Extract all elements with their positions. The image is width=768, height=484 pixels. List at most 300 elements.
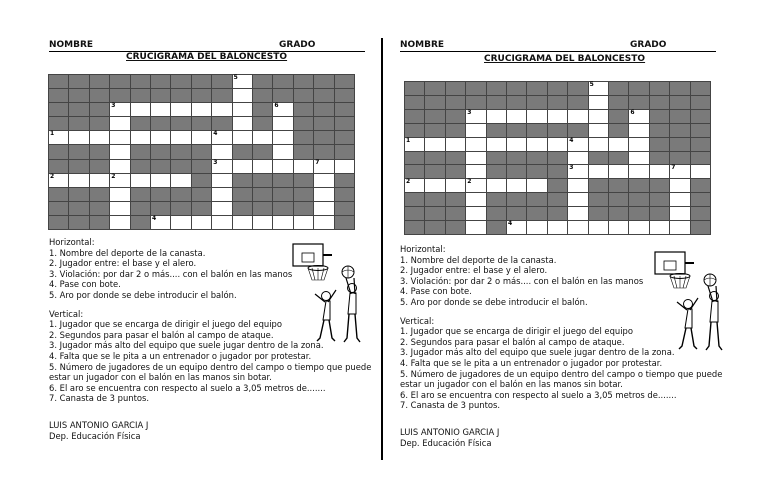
crossword-blocked-cell bbox=[294, 188, 313, 201]
crossword-cell[interactable] bbox=[527, 179, 546, 192]
crossword-cell[interactable] bbox=[233, 131, 252, 144]
crossword-cell[interactable] bbox=[446, 179, 465, 192]
crossword-blocked-cell bbox=[425, 165, 444, 178]
crossword-blocked-cell bbox=[405, 165, 424, 178]
crossword-cell[interactable] bbox=[212, 160, 231, 173]
crossword-cell[interactable] bbox=[233, 117, 252, 130]
vertical-clue: 3. Jugador más alto del equipo que suele jugar dentro de la zona. bbox=[49, 340, 324, 351]
crossword-cell[interactable] bbox=[110, 103, 129, 116]
crossword-blocked-cell bbox=[233, 188, 252, 201]
crossword-blocked-cell bbox=[650, 207, 669, 220]
clue-number: 2 bbox=[111, 172, 116, 180]
crossword-cell[interactable] bbox=[314, 188, 333, 201]
clue-number: 3 bbox=[213, 158, 218, 166]
crossword-blocked-cell bbox=[691, 193, 710, 206]
crossword-blocked-cell bbox=[609, 207, 628, 220]
crossword-cell[interactable] bbox=[589, 82, 608, 95]
crossword-grid bbox=[48, 74, 355, 230]
crossword-cell[interactable] bbox=[568, 221, 587, 234]
vertical-clue: 5. Número de jugadores de un equipo dentro del campo o tiempo que puede estar un jugador con el balón en las manos sin botar. bbox=[49, 361, 372, 383]
crossword-cell[interactable] bbox=[466, 207, 485, 220]
crossword-cell[interactable] bbox=[466, 221, 485, 234]
crossword-cell[interactable] bbox=[110, 202, 129, 215]
crossword-cell[interactable] bbox=[171, 131, 190, 144]
crossword-blocked-cell bbox=[487, 152, 506, 165]
crossword-blocked-cell bbox=[69, 75, 88, 88]
crossword-blocked-cell bbox=[487, 124, 506, 137]
crossword-blocked-cell bbox=[670, 110, 689, 123]
clue-number: 1 bbox=[406, 136, 411, 144]
crossword-cell[interactable] bbox=[487, 110, 506, 123]
crossword-blocked-cell bbox=[691, 152, 710, 165]
crossword-blocked-cell bbox=[49, 202, 68, 215]
author-name: LUIS ANTONIO GARCIA J bbox=[400, 427, 500, 437]
crossword-cell[interactable] bbox=[171, 216, 190, 229]
crossword-cell[interactable] bbox=[335, 160, 354, 173]
crossword-blocked-cell bbox=[151, 89, 170, 102]
crossword-cell[interactable] bbox=[131, 103, 150, 116]
crossword-cell[interactable] bbox=[527, 221, 546, 234]
crossword-cell[interactable] bbox=[131, 131, 150, 144]
crossword-blocked-cell bbox=[527, 96, 546, 109]
vertical-heading: Vertical: bbox=[49, 308, 84, 319]
crossword-blocked-cell bbox=[507, 193, 526, 206]
crossword-cell[interactable] bbox=[192, 216, 211, 229]
crossword-cell[interactable] bbox=[110, 188, 129, 201]
crossword-cell[interactable] bbox=[110, 131, 129, 144]
crossword-blocked-cell bbox=[691, 221, 710, 234]
crossword-blocked-cell bbox=[110, 75, 129, 88]
crossword-blocked-cell bbox=[527, 82, 546, 95]
crossword-blocked-cell bbox=[294, 75, 313, 88]
crossword-blocked-cell bbox=[568, 82, 587, 95]
crossword-blocked-cell bbox=[527, 207, 546, 220]
crossword-cell[interactable] bbox=[527, 110, 546, 123]
crossword-blocked-cell bbox=[446, 165, 465, 178]
crossword-blocked-cell bbox=[69, 89, 88, 102]
crossword-cell[interactable] bbox=[171, 174, 190, 187]
crossword-cell[interactable] bbox=[589, 221, 608, 234]
grade-label: GRADO bbox=[279, 40, 316, 50]
crossword-blocked-cell bbox=[294, 103, 313, 116]
crossword-cell[interactable] bbox=[212, 145, 231, 158]
crossword-cell[interactable] bbox=[405, 179, 424, 192]
crossword-blocked-cell bbox=[507, 152, 526, 165]
crossword-cell[interactable] bbox=[90, 174, 109, 187]
crossword-cell[interactable] bbox=[49, 174, 68, 187]
horizontal-clue: 5. Aro por donde se debe introducir el balón. bbox=[49, 289, 237, 300]
crossword-cell[interactable] bbox=[253, 160, 272, 173]
crossword-blocked-cell bbox=[335, 131, 354, 144]
vertical-clue: 6. El aro se encuentra con respecto al suelo a 3,05 metros de....... bbox=[400, 389, 677, 400]
crossword-cell[interactable] bbox=[446, 138, 465, 151]
crossword-blocked-cell bbox=[253, 145, 272, 158]
crossword-blocked-cell bbox=[294, 202, 313, 215]
crossword-blocked-cell bbox=[650, 193, 669, 206]
crossword-cell[interactable] bbox=[314, 216, 333, 229]
crossword-cell[interactable] bbox=[273, 160, 292, 173]
crossword-cell[interactable] bbox=[466, 152, 485, 165]
crossword-blocked-cell bbox=[650, 96, 669, 109]
crossword-blocked-cell bbox=[273, 75, 292, 88]
crossword-blocked-cell bbox=[629, 82, 648, 95]
crossword-blocked-cell bbox=[487, 165, 506, 178]
crossword-cell[interactable] bbox=[212, 202, 231, 215]
crossword-blocked-cell bbox=[253, 89, 272, 102]
crossword-blocked-cell bbox=[548, 82, 567, 95]
crossword-cell[interactable] bbox=[253, 131, 272, 144]
crossword-blocked-cell bbox=[294, 174, 313, 187]
crossword-cell[interactable] bbox=[192, 131, 211, 144]
crossword-blocked-cell bbox=[548, 207, 567, 220]
crossword-cell[interactable] bbox=[171, 103, 190, 116]
crossword-cell[interactable] bbox=[294, 160, 313, 173]
crossword-blocked-cell bbox=[548, 165, 567, 178]
vertical-clue: 7. Canasta de 3 puntos. bbox=[49, 393, 150, 404]
crossword-cell[interactable] bbox=[487, 138, 506, 151]
crossword-cell[interactable] bbox=[670, 165, 689, 178]
crossword-cell[interactable] bbox=[670, 193, 689, 206]
crossword-cell[interactable] bbox=[527, 138, 546, 151]
crossword-blocked-cell bbox=[253, 174, 272, 187]
crossword-cell[interactable] bbox=[294, 216, 313, 229]
crossword-cell[interactable] bbox=[233, 103, 252, 116]
crossword-blocked-cell bbox=[192, 89, 211, 102]
crossword-cell[interactable] bbox=[568, 165, 587, 178]
crossword-blocked-cell bbox=[69, 202, 88, 215]
crossword-cell[interactable] bbox=[466, 110, 485, 123]
crossword-cell[interactable] bbox=[131, 174, 150, 187]
crossword-cell[interactable] bbox=[69, 174, 88, 187]
crossword-cell[interactable] bbox=[507, 221, 526, 234]
crossword-blocked-cell bbox=[691, 179, 710, 192]
crossword-blocked-cell bbox=[192, 145, 211, 158]
crossword-blocked-cell bbox=[90, 160, 109, 173]
crossword-blocked-cell bbox=[253, 188, 272, 201]
crossword-blocked-cell bbox=[294, 145, 313, 158]
crossword-blocked-cell bbox=[691, 124, 710, 137]
crossword-cell[interactable] bbox=[568, 193, 587, 206]
crossword-cell[interactable] bbox=[151, 131, 170, 144]
crossword-blocked-cell bbox=[131, 117, 150, 130]
clue-number: 2 bbox=[467, 178, 472, 186]
crossword-cell[interactable] bbox=[589, 165, 608, 178]
name-grade-line bbox=[400, 40, 716, 52]
crossword-cell[interactable] bbox=[507, 179, 526, 192]
crossword-cell[interactable] bbox=[110, 160, 129, 173]
crossword-blocked-cell bbox=[446, 124, 465, 137]
horizontal-clue: 1. Nombre del deporte de la canasta. bbox=[400, 254, 557, 265]
name-label: NOMBRE bbox=[49, 40, 94, 50]
crossword-blocked-cell bbox=[568, 124, 587, 137]
crossword-blocked-cell bbox=[49, 103, 68, 116]
crossword-blocked-cell bbox=[650, 124, 669, 137]
crossword-blocked-cell bbox=[171, 89, 190, 102]
crossword-cell[interactable] bbox=[568, 207, 587, 220]
crossword-blocked-cell bbox=[49, 160, 68, 173]
crossword-blocked-cell bbox=[294, 131, 313, 144]
crossword-blocked-cell bbox=[253, 202, 272, 215]
crossword-cell[interactable] bbox=[568, 152, 587, 165]
crossword-cell[interactable] bbox=[212, 131, 231, 144]
crossword-blocked-cell bbox=[405, 207, 424, 220]
crossword-blocked-cell bbox=[609, 110, 628, 123]
crossword-cell[interactable] bbox=[233, 89, 252, 102]
worksheet-title: CRUCIGRAMA DEL BALONCESTO bbox=[126, 52, 288, 62]
horizontal-clue: 3. Violación: por dar 2 o más.... con el balón en las manos bbox=[49, 268, 293, 279]
crossword-blocked-cell bbox=[589, 207, 608, 220]
crossword-cell[interactable] bbox=[233, 75, 252, 88]
crossword-cell[interactable] bbox=[425, 138, 444, 151]
crossword-blocked-cell bbox=[507, 96, 526, 109]
crossword-blocked-cell bbox=[629, 193, 648, 206]
crossword-blocked-cell bbox=[131, 145, 150, 158]
crossword-cell[interactable] bbox=[670, 207, 689, 220]
crossword-blocked-cell bbox=[589, 152, 608, 165]
crossword-blocked-cell bbox=[49, 216, 68, 229]
crossword-blocked-cell bbox=[49, 89, 68, 102]
crossword-blocked-cell bbox=[335, 202, 354, 215]
crossword-blocked-cell bbox=[405, 152, 424, 165]
crossword-blocked-cell bbox=[691, 96, 710, 109]
crossword-cell[interactable] bbox=[151, 103, 170, 116]
worksheet-right bbox=[384, 0, 768, 484]
crossword-cell[interactable] bbox=[110, 145, 129, 158]
crossword-blocked-cell bbox=[629, 179, 648, 192]
crossword-blocked-cell bbox=[466, 82, 485, 95]
crossword-cell[interactable] bbox=[273, 103, 292, 116]
crossword-cell[interactable] bbox=[548, 138, 567, 151]
crossword-blocked-cell bbox=[527, 165, 546, 178]
crossword-blocked-cell bbox=[670, 96, 689, 109]
crossword-cell[interactable] bbox=[314, 160, 333, 173]
crossword-cell[interactable] bbox=[466, 193, 485, 206]
vertical-clue: 1. Jugador que se encarga de dirigir el juego del equipo bbox=[49, 319, 282, 330]
crossword-blocked-cell bbox=[253, 117, 272, 130]
crossword-blocked-cell bbox=[192, 160, 211, 173]
crossword-blocked-cell bbox=[69, 103, 88, 116]
crossword-blocked-cell bbox=[335, 117, 354, 130]
crossword-blocked-cell bbox=[650, 82, 669, 95]
crossword-cell[interactable] bbox=[548, 110, 567, 123]
crossword-cell[interactable] bbox=[609, 165, 628, 178]
crossword-cell[interactable] bbox=[212, 174, 231, 187]
crossword-cell[interactable] bbox=[589, 138, 608, 151]
crossword-cell[interactable] bbox=[151, 174, 170, 187]
crossword-blocked-cell bbox=[90, 89, 109, 102]
clue-number: 3 bbox=[467, 108, 472, 116]
crossword-blocked-cell bbox=[131, 202, 150, 215]
crossword-blocked-cell bbox=[670, 124, 689, 137]
crossword-blocked-cell bbox=[233, 174, 252, 187]
crossword-cell[interactable] bbox=[69, 131, 88, 144]
crossword-blocked-cell bbox=[609, 82, 628, 95]
crossword-cell[interactable] bbox=[691, 165, 710, 178]
author-block bbox=[49, 420, 148, 441]
crossword-cell[interactable] bbox=[273, 145, 292, 158]
crossword-cell[interactable] bbox=[548, 221, 567, 234]
crossword-blocked-cell bbox=[609, 96, 628, 109]
crossword-cell[interactable] bbox=[466, 165, 485, 178]
crossword-cell[interactable] bbox=[670, 221, 689, 234]
crossword-cell[interactable] bbox=[629, 110, 648, 123]
crossword-cell[interactable] bbox=[314, 174, 333, 187]
crossword-cell[interactable] bbox=[507, 138, 526, 151]
crossword-cell[interactable] bbox=[192, 103, 211, 116]
crossword-cell[interactable] bbox=[629, 138, 648, 151]
crossword-blocked-cell bbox=[507, 207, 526, 220]
crossword-blocked-cell bbox=[335, 89, 354, 102]
crossword-blocked-cell bbox=[425, 152, 444, 165]
crossword-blocked-cell bbox=[487, 96, 506, 109]
crossword-cell[interactable] bbox=[110, 174, 129, 187]
crossword-cell[interactable] bbox=[466, 179, 485, 192]
horizontal-clue: 5. Aro por donde se debe introducir el balón. bbox=[400, 296, 588, 307]
crossword-blocked-cell bbox=[90, 188, 109, 201]
crossword-blocked-cell bbox=[110, 89, 129, 102]
crossword-cell[interactable] bbox=[273, 117, 292, 130]
crossword-cell[interactable] bbox=[670, 179, 689, 192]
crossword-cell[interactable] bbox=[650, 221, 669, 234]
crossword-blocked-cell bbox=[609, 179, 628, 192]
crossword-cell[interactable] bbox=[405, 138, 424, 151]
crossword-blocked-cell bbox=[253, 75, 272, 88]
crossword-blocked-cell bbox=[446, 96, 465, 109]
crossword-cell[interactable] bbox=[609, 221, 628, 234]
horizontal-heading: Horizontal: bbox=[49, 237, 95, 247]
crossword-blocked-cell bbox=[212, 75, 231, 88]
crossword-cell[interactable] bbox=[568, 110, 587, 123]
crossword-blocked-cell bbox=[212, 89, 231, 102]
horizontal-heading: Horizontal: bbox=[400, 244, 446, 254]
crossword-blocked-cell bbox=[670, 152, 689, 165]
crossword-cell[interactable] bbox=[233, 216, 252, 229]
crossword-blocked-cell bbox=[405, 96, 424, 109]
crossword-cell[interactable] bbox=[629, 221, 648, 234]
crossword-cell[interactable] bbox=[568, 179, 587, 192]
crossword-blocked-cell bbox=[548, 152, 567, 165]
crossword-cell[interactable] bbox=[629, 152, 648, 165]
crossword-cell[interactable] bbox=[650, 165, 669, 178]
crossword-blocked-cell bbox=[192, 75, 211, 88]
crossword-cell[interactable] bbox=[589, 96, 608, 109]
vertical-clue: 1. Jugador que se encarga de dirigir el juego del equipo bbox=[400, 326, 633, 337]
crossword-cell[interactable] bbox=[212, 103, 231, 116]
crossword-cell[interactable] bbox=[507, 110, 526, 123]
author-department: Dep. Educación Física bbox=[400, 437, 492, 448]
vertical-clue: 7. Canasta de 3 puntos. bbox=[400, 400, 501, 411]
crossword-cell[interactable] bbox=[314, 202, 333, 215]
clue-number: 6 bbox=[630, 108, 635, 116]
crossword-blocked-cell bbox=[151, 145, 170, 158]
crossword-blocked-cell bbox=[90, 75, 109, 88]
crossword-blocked-cell bbox=[273, 174, 292, 187]
clues-block bbox=[49, 237, 389, 404]
crossword-blocked-cell bbox=[212, 117, 231, 130]
crossword-blocked-cell bbox=[314, 117, 333, 130]
crossword-blocked-cell bbox=[171, 145, 190, 158]
crossword-cell[interactable] bbox=[49, 131, 68, 144]
crossword-blocked-cell bbox=[527, 124, 546, 137]
crossword-cell[interactable] bbox=[589, 124, 608, 137]
crossword-blocked-cell bbox=[49, 75, 68, 88]
crossword-cell[interactable] bbox=[212, 216, 231, 229]
crossword-cell[interactable] bbox=[273, 216, 292, 229]
crossword-blocked-cell bbox=[314, 131, 333, 144]
crossword-cell[interactable] bbox=[151, 216, 170, 229]
crossword-blocked-cell bbox=[171, 160, 190, 173]
crossword-cell[interactable] bbox=[487, 179, 506, 192]
crossword-blocked-cell bbox=[335, 145, 354, 158]
crossword-blocked-cell bbox=[650, 138, 669, 151]
crossword-blocked-cell bbox=[90, 202, 109, 215]
crossword-blocked-cell bbox=[131, 75, 150, 88]
crossword-blocked-cell bbox=[466, 96, 485, 109]
crossword-cell[interactable] bbox=[273, 131, 292, 144]
crossword-blocked-cell bbox=[192, 188, 211, 201]
crossword-blocked-cell bbox=[487, 207, 506, 220]
crossword-blocked-cell bbox=[335, 174, 354, 187]
crossword-blocked-cell bbox=[487, 221, 506, 234]
crossword-cell[interactable] bbox=[629, 124, 648, 137]
vertical-clue: 2. Segundos para pasar el balón al campo de ataque. bbox=[49, 329, 274, 340]
crossword-blocked-cell bbox=[405, 124, 424, 137]
crossword-blocked-cell bbox=[192, 202, 211, 215]
crossword-cell[interactable] bbox=[233, 160, 252, 173]
crossword-cell[interactable] bbox=[110, 117, 129, 130]
crossword-cell[interactable] bbox=[90, 131, 109, 144]
vertical-heading: Vertical: bbox=[400, 315, 435, 326]
crossword-blocked-cell bbox=[314, 145, 333, 158]
crossword-blocked-cell bbox=[405, 110, 424, 123]
horizontal-clue: 3. Violación: por dar 2 o más.... con el balón en las manos bbox=[400, 275, 644, 286]
crossword-blocked-cell bbox=[69, 145, 88, 158]
crossword-blocked-cell bbox=[335, 75, 354, 88]
crossword-cell[interactable] bbox=[589, 110, 608, 123]
crossword-cell[interactable] bbox=[425, 179, 444, 192]
crossword-cell[interactable] bbox=[629, 165, 648, 178]
crossword-blocked-cell bbox=[171, 188, 190, 201]
crossword-blocked-cell bbox=[568, 96, 587, 109]
crossword-blocked-cell bbox=[233, 145, 252, 158]
crossword-cell[interactable] bbox=[609, 138, 628, 151]
crossword-blocked-cell bbox=[609, 124, 628, 137]
crossword-cell[interactable] bbox=[253, 216, 272, 229]
crossword-blocked-cell bbox=[335, 103, 354, 116]
crossword-cell[interactable] bbox=[466, 124, 485, 137]
crossword-blocked-cell bbox=[335, 188, 354, 201]
clues-block bbox=[400, 244, 740, 411]
crossword-blocked-cell bbox=[90, 103, 109, 116]
crossword-cell[interactable] bbox=[110, 216, 129, 229]
crossword-blocked-cell bbox=[49, 117, 68, 130]
vertical-clue: 5. Número de jugadores de un equipo dentro del campo o tiempo que puede estar un jugador con el balón en las manos sin botar. bbox=[400, 368, 723, 390]
author-name: LUIS ANTONIO GARCIA J bbox=[49, 420, 149, 430]
crossword-blocked-cell bbox=[49, 145, 68, 158]
crossword-blocked-cell bbox=[487, 193, 506, 206]
crossword-cell[interactable] bbox=[466, 138, 485, 151]
crossword-blocked-cell bbox=[49, 188, 68, 201]
crossword-cell[interactable] bbox=[568, 138, 587, 151]
vertical-clue: 2. Segundos para pasar el balón al campo de ataque. bbox=[400, 336, 625, 347]
crossword-blocked-cell bbox=[650, 152, 669, 165]
horizontal-clue: 4. Pase con bote. bbox=[400, 286, 472, 297]
crossword-cell[interactable] bbox=[212, 188, 231, 201]
crossword-blocked-cell bbox=[69, 188, 88, 201]
crossword-blocked-cell bbox=[507, 82, 526, 95]
crossword-blocked-cell bbox=[314, 89, 333, 102]
crossword-blocked-cell bbox=[151, 188, 170, 201]
